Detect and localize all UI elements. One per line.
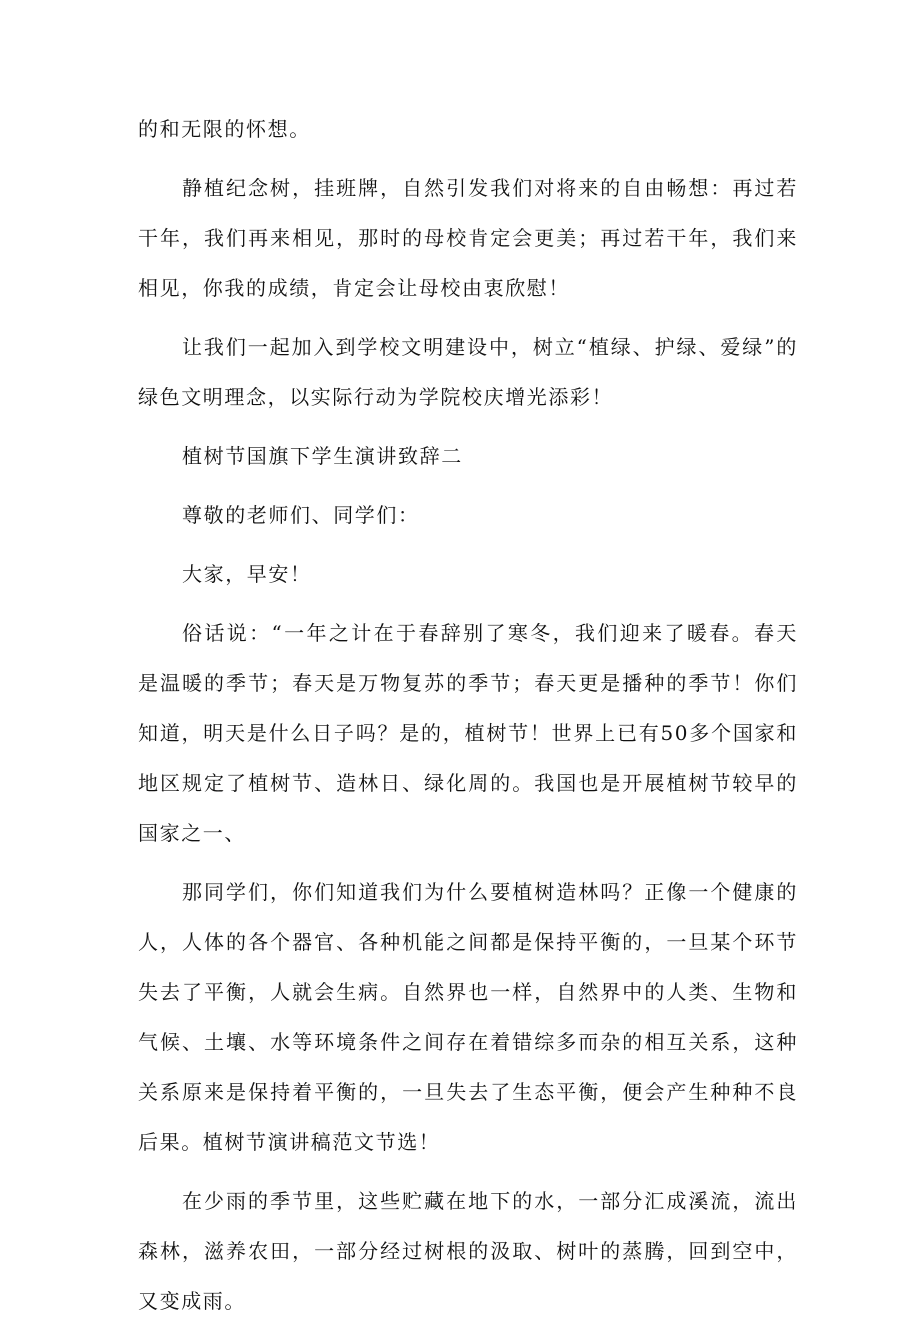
paragraph-continuation: 的和无限的怀想。 xyxy=(138,117,311,141)
salutation: 尊敬的老师们、同学们： xyxy=(182,503,420,527)
paragraph-water-cycle: 在少雨的季节里，这些贮藏在地下的水，一部分汇成溪流，流出森林，滋养农田，一部分经过树根的汲取、树叶的蒸腾，回到空中，又变成雨。 xyxy=(138,1189,798,1313)
speech-title: 植树节国旗下学生演讲致辞二 xyxy=(182,444,463,468)
paragraph-green-civilization: 让我们一起加入到学校文明建设中，树立“植绿、护绿、爱绿”的绿色文明理念，以实际行动为学院校庆增光添彩！ xyxy=(138,335,798,409)
paragraph-ecological-balance: 那同学们，你们知道我们为什么要植树造林吗？正像一个健康的人，人体的各个器官、各种机能之间都是保持平衡的，一旦某个环节失去了平衡，人就会生病。自然界也一样，自然界中的人类、生物和气候、土壤、水等环境条件之间存在着错综多而杂的相互关系，这种关系原来是保持着平衡的，一旦失去了生态平衡，便会产生种种不良后果。植树节演讲稿范文节选！ xyxy=(138,880,798,1154)
greeting: 大家，早安！ xyxy=(182,562,312,586)
document-body xyxy=(138,104,798,1326)
paragraph-memorial-tree: 静植纪念树，挂班牌，自然引发我们对将来的自由畅想：再过若干年，我们再来相见，那时的母校肯定会更美；再过若干年，我们来相见，你我的成绩，肯定会让母校由衷欣慰！ xyxy=(138,176,798,300)
paragraph-arbor-day-intro: 俗话说：“一年之计在于春辞别了寒冬，我们迎来了暖春。春天是温暖的季节；春天是万物复苏的季节；春天更是播种的季节！你们知道，明天是什么日子吗？是的，植树节！世界上已有50多个国家和地区规定了植树节、造林日、绿化周的。我国也是开展植树节较早的国家之一、 xyxy=(138,621,798,845)
